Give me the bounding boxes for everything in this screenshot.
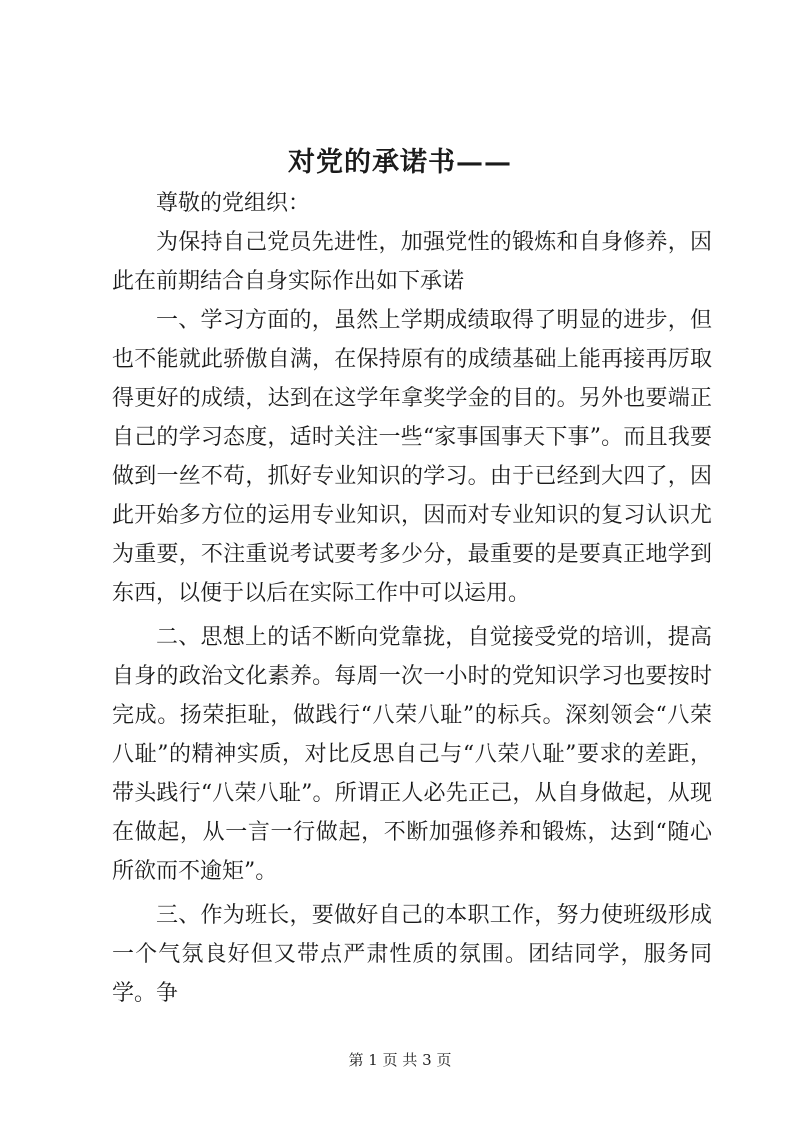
document-title: 对党的承诺书——: [288, 147, 512, 178]
document-body: [112, 184, 712, 1013]
monitor-paragraph: 三、作为班长，要做好自己的本职工作，努力使班级形成一个气氛良好但又带点严肃性质的氛围。团结同学，服务同学。争: [112, 903, 712, 1006]
intro-paragraph: 为保持自己党员先进性，加强党性的锻炼和自身修养，因此在前期结合自身实际作出如下承诺: [112, 230, 712, 294]
page-footer: 第 1 页 共 3 页: [348, 1051, 452, 1069]
ideology-paragraph: 二、思想上的话不断向党靠拢，自觉接受党的培训，提高自身的政治文化素养。每周一次一小时的党知识学习也要按时完成。扬荣拒耻，做践行“八荣八耻”的标兵。深刻领会“八荣八耻”的精神实质，对比反思自己与“八荣八耻”要求的差距，带头践行“八荣八耻”。所谓正人必先正己，从自身做起，从现在做起，从一言一行做起，不断加强修养和锻炼，达到“随心所欲而不逾矩”。: [112, 625, 712, 884]
study-paragraph: 一、学习方面的，虽然上学期成绩取得了明显的进步，但也不能就此骄傲自满，在保持原有的成绩基础上能再接再厉取得更好的成绩，达到在这学年拿奖学金的目的。另外也要端正自己的学习态度，适时关注一些“家事国事天下事”。而且我要做到一丝不苟，抓好专业知识的学习。由于已经到大四了，因此开始多方位的运用专业知识，因而对专业知识的复习认识尤为重要，不注重说考试要考多少分，最重要的是要真正地学到东西，以便于以后在实际工作中可以运用。: [112, 308, 712, 606]
salutation: 尊敬的党组织：: [156, 191, 311, 216]
